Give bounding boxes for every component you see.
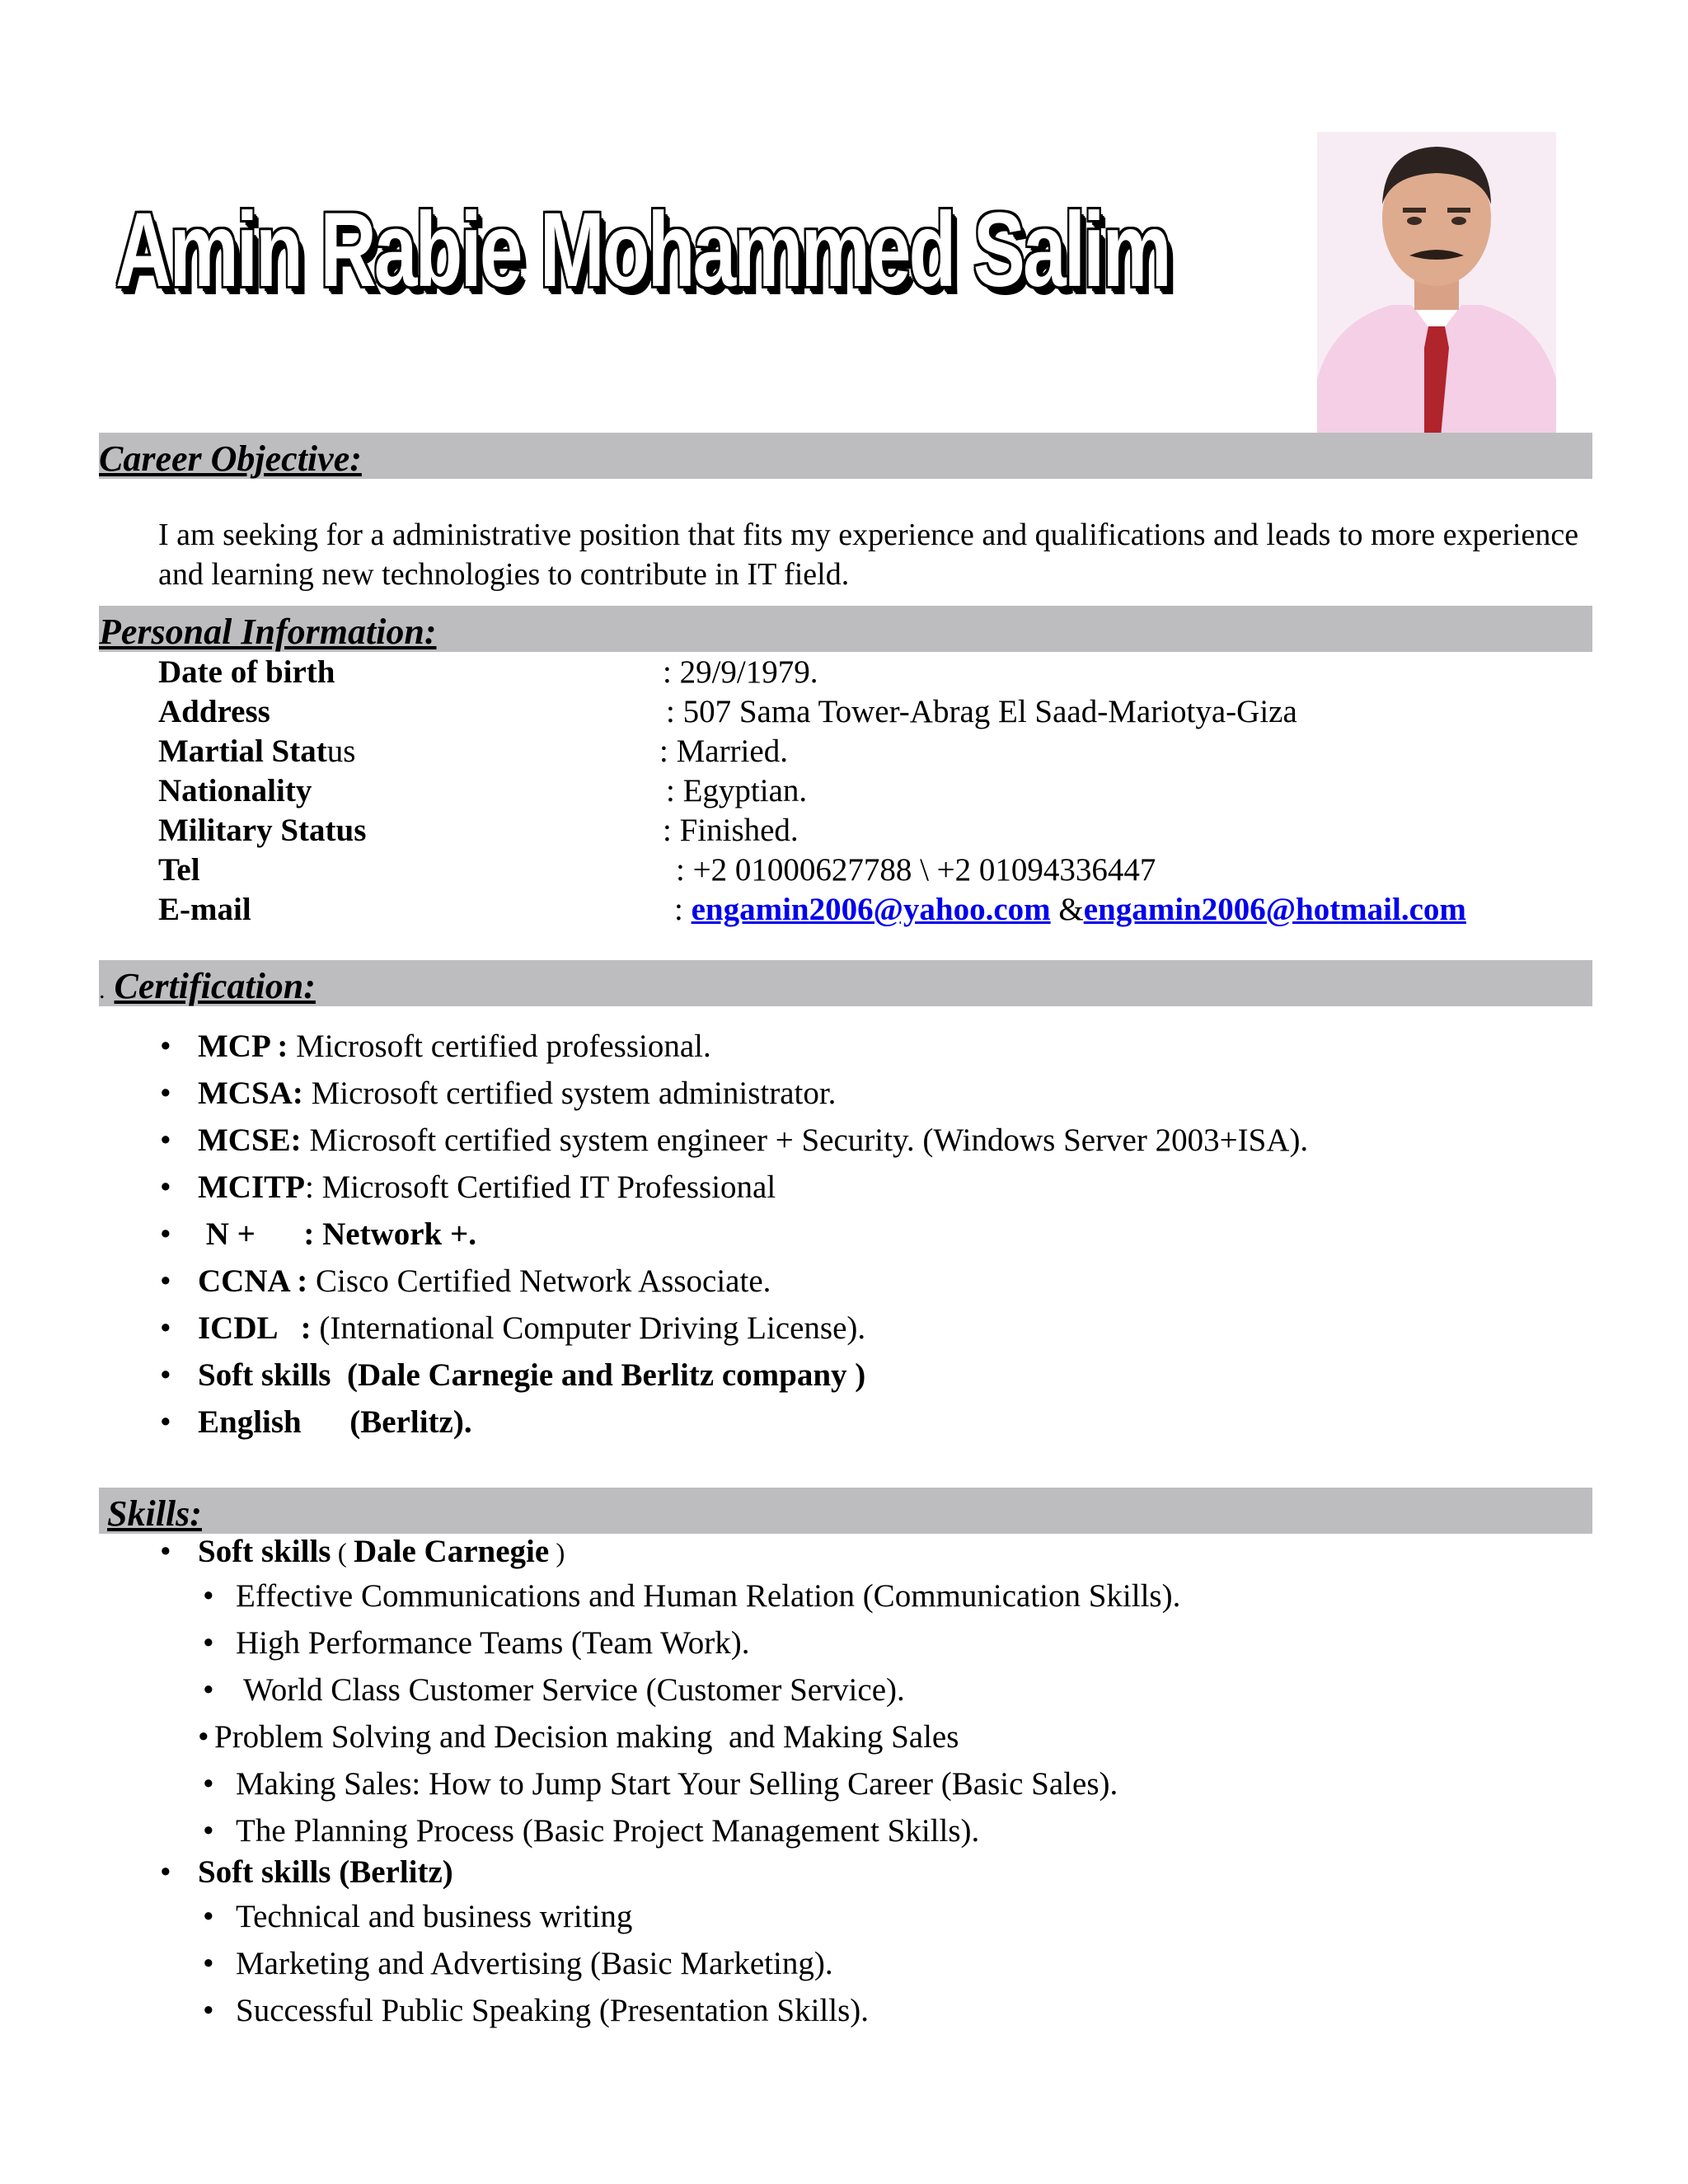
list-item bbox=[203, 1764, 1118, 1805]
list-item bbox=[160, 1261, 771, 1302]
cert-key: MCSE: bbox=[198, 1122, 302, 1158]
list-item bbox=[160, 1308, 866, 1349]
skills-group-paren: ( bbox=[331, 1539, 354, 1568]
cert-key: CCNA : bbox=[198, 1263, 308, 1299]
info-value: : 29/9/1979. bbox=[663, 654, 818, 690]
info-label: Nationality bbox=[158, 773, 312, 808]
info-row-tel bbox=[158, 851, 1156, 890]
certification-heading-wrap bbox=[99, 968, 316, 1005]
personal-info-section-bar bbox=[99, 606, 1592, 652]
skill-text: Technical and business writing bbox=[236, 1899, 633, 1934]
bullet-icon: • bbox=[160, 1534, 171, 1569]
info-value: : Married. bbox=[659, 733, 788, 769]
list-item bbox=[160, 1026, 711, 1067]
info-value: : Finished. bbox=[663, 813, 799, 848]
list-item bbox=[160, 1073, 837, 1114]
bullet-icon: • bbox=[160, 1122, 171, 1158]
info-label: Tel bbox=[158, 852, 200, 888]
cert-text: Microsoft certified system engineer + Security. (Windows Server 2003+ISA). bbox=[309, 1122, 1309, 1158]
cert-text: Microsoft certified system administrator. bbox=[311, 1076, 837, 1111]
skill-text: Problem Solving and Decision making and Making Sales bbox=[214, 1719, 959, 1755]
list-item bbox=[203, 1990, 870, 2032]
bullet-icon: • bbox=[203, 1578, 214, 1614]
skill-text: World Class Customer Service (Customer Service). bbox=[236, 1672, 905, 1708]
bullet-icon: • bbox=[203, 1813, 214, 1849]
skill-text: Effective Communications and Human Relation (Communication Skills). bbox=[236, 1578, 1181, 1614]
skills-group-provider: Dale Carnegie bbox=[353, 1534, 550, 1569]
info-value: : 507 Sama Tower-Abrag El Saad-Mariotya-Giza bbox=[666, 694, 1297, 729]
cert-text: Microsoft certified professional. bbox=[296, 1029, 711, 1064]
cert-key: N + : Network +. bbox=[198, 1216, 476, 1252]
list-item bbox=[203, 1670, 905, 1711]
info-value bbox=[674, 890, 1466, 930]
bullet-icon: • bbox=[203, 1672, 214, 1708]
bullet-icon: • bbox=[160, 1029, 171, 1064]
bullet-icon: • bbox=[203, 1766, 214, 1802]
info-label: Military Status bbox=[158, 813, 367, 848]
skills-group-label: Soft skills (Berlitz) bbox=[198, 1854, 453, 1890]
info-label-tail: us bbox=[326, 733, 356, 769]
cert-text: : Microsoft Certified IT Professional bbox=[305, 1169, 776, 1205]
career-objective-text: I am seeking for a administrative position that fits my experience and qualifications and leads to more experience and learning new technologies to contribute in IT field. bbox=[158, 518, 1579, 592]
skills-group-dale-carnegie bbox=[160, 1531, 565, 1574]
bullet-icon: • bbox=[160, 1263, 171, 1299]
info-row-nationality bbox=[158, 771, 808, 811]
profile-photo bbox=[1317, 132, 1556, 437]
list-item bbox=[160, 1167, 776, 1208]
info-row-marital-status bbox=[158, 732, 788, 771]
info-row-dob bbox=[158, 653, 818, 692]
certification-heading: Certification: bbox=[114, 966, 316, 1006]
email-prefix: : bbox=[674, 892, 683, 927]
info-label: Date of birth bbox=[158, 654, 335, 690]
list-item bbox=[203, 1576, 1181, 1617]
career-objective-heading: Career Objective: bbox=[99, 438, 362, 479]
cert-key: MCITP bbox=[198, 1169, 305, 1205]
info-row-military-status bbox=[158, 811, 799, 851]
list-item bbox=[160, 1355, 866, 1396]
cert-key: MCP : bbox=[198, 1029, 288, 1064]
email-separator: & bbox=[1058, 892, 1084, 927]
list-item bbox=[160, 1120, 1309, 1161]
info-label: Address bbox=[158, 694, 270, 729]
email-link-yahoo[interactable]: engamin2006@yahoo.com bbox=[691, 892, 1051, 927]
list-item bbox=[203, 1896, 633, 1938]
bullet-icon: • bbox=[160, 1169, 171, 1205]
cert-key: Soft skills (Dale Carnegie and Berlitz company ) bbox=[198, 1357, 866, 1393]
list-item bbox=[160, 1214, 476, 1255]
bullet-icon: • bbox=[160, 1854, 171, 1890]
skills-section-bar bbox=[99, 1488, 1592, 1534]
bullet-icon: • bbox=[198, 1719, 209, 1755]
list-item bbox=[203, 1943, 833, 1985]
cert-key: English (Berlitz). bbox=[198, 1404, 472, 1440]
list-item bbox=[203, 1623, 750, 1664]
info-value: : +2 01000627788 \ +2 01094336447 bbox=[676, 852, 1156, 888]
info-label: Martial Stat bbox=[158, 733, 327, 769]
career-objective-section-bar bbox=[99, 433, 1592, 479]
info-value: : Egyptian. bbox=[666, 773, 808, 808]
name-heading: Amin Rabie Mohammed Salim bbox=[115, 191, 1170, 309]
email-link-hotmail[interactable]: engamin2006@hotmail.com bbox=[1083, 892, 1466, 927]
person-portrait-icon bbox=[1317, 132, 1556, 437]
bullet-icon: • bbox=[160, 1357, 171, 1393]
info-label: E-mail bbox=[158, 892, 251, 927]
bullet-icon: • bbox=[160, 1310, 171, 1346]
bullet-icon: • bbox=[203, 1946, 214, 1981]
cert-text: Cisco Certified Network Associate. bbox=[316, 1263, 771, 1299]
skill-text: The Planning Process (Basic Project Management Skills). bbox=[236, 1813, 980, 1849]
skill-text: Successful Public Speaking (Presentation Skills). bbox=[236, 1993, 870, 2028]
info-row-email bbox=[158, 890, 1466, 930]
info-row-address bbox=[158, 692, 1297, 732]
list-item bbox=[160, 1402, 472, 1443]
cert-text: (International Computer Driving License). bbox=[319, 1310, 866, 1346]
bullet-icon: • bbox=[203, 1899, 214, 1934]
bullet-icon: • bbox=[160, 1216, 171, 1252]
certification-prefix: . bbox=[99, 977, 106, 1004]
certification-section-bar bbox=[99, 960, 1592, 1006]
skills-group-label: Soft skills bbox=[198, 1534, 331, 1569]
skill-text: Making Sales: How to Jump Start Your Selling Career (Basic Sales). bbox=[236, 1766, 1118, 1802]
list-item bbox=[203, 1811, 980, 1852]
skills-group-paren-close: ) bbox=[549, 1539, 565, 1568]
bullet-icon: • bbox=[160, 1076, 171, 1111]
cert-key: ICDL : bbox=[198, 1310, 312, 1346]
skill-text: High Performance Teams (Team Work). bbox=[236, 1625, 750, 1661]
bullet-icon: • bbox=[203, 1625, 214, 1661]
personal-info-heading: Personal Information: bbox=[99, 612, 437, 652]
skill-text: Marketing and Advertising (Basic Marketing). bbox=[236, 1946, 833, 1981]
skills-group-berlitz bbox=[160, 1852, 453, 1893]
bullet-icon: • bbox=[203, 1993, 214, 2028]
list-item bbox=[198, 1717, 959, 1758]
cert-key: MCSA: bbox=[198, 1076, 303, 1111]
bullet-icon: • bbox=[160, 1404, 171, 1440]
skills-heading: Skills: bbox=[107, 1493, 202, 1534]
